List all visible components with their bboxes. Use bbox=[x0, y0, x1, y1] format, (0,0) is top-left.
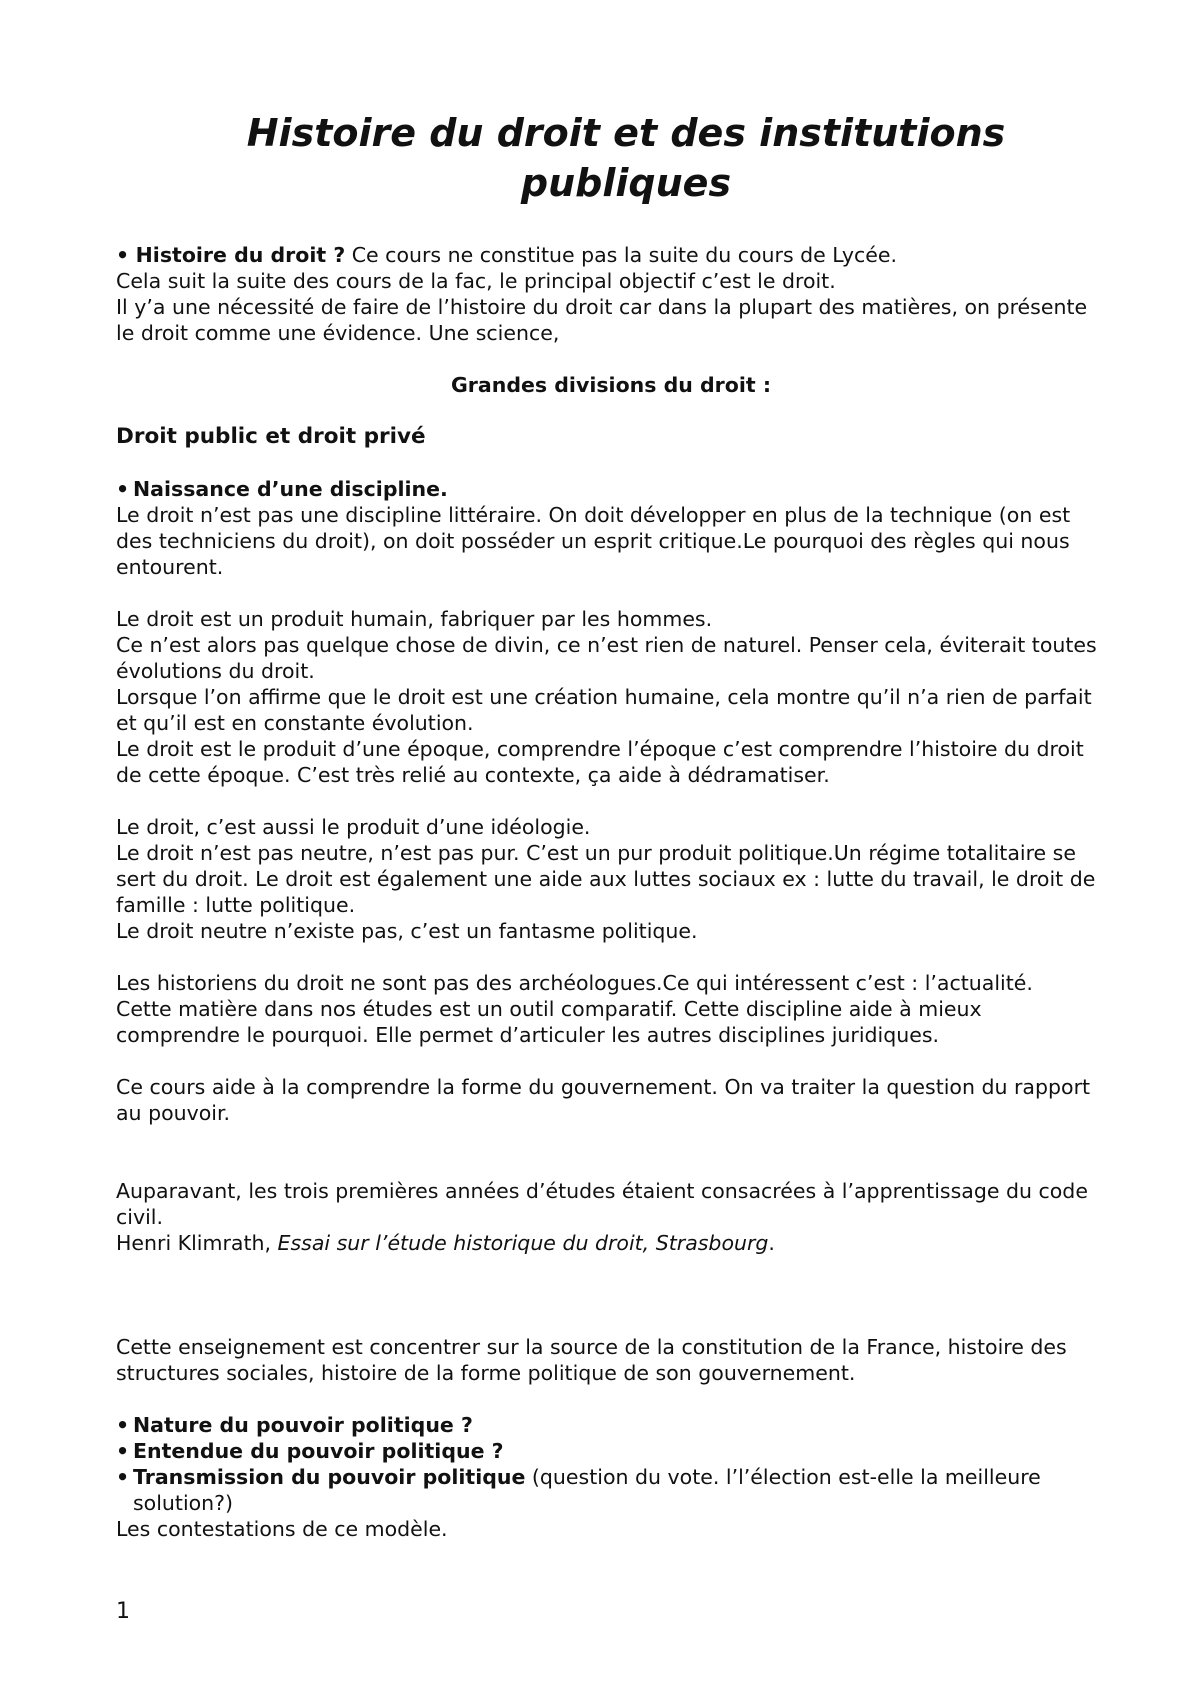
list-item-bold: Transmission du pouvoir politique bbox=[133, 1465, 526, 1489]
intro-paragraph bbox=[116, 242, 1106, 346]
list-item-text: (question du vote. l’l’élection est-elle la meilleure solution?) bbox=[133, 1465, 1041, 1515]
page-title: Histoire du droit et des institutions publiques bbox=[246, 111, 1006, 205]
paragraph-line: Le droit est un produit humain, fabriquer par les hommes. bbox=[116, 607, 713, 631]
citation-end: . bbox=[768, 1231, 775, 1255]
list-item bbox=[116, 1464, 1106, 1516]
naissance-paragraph: Le droit n’est pas une discipline littéraire. On doit développer en plus de la technique (on est des techniciens du droit), on doit posséder un esprit critique.Le pourquoi des règles qui nous entourent. bbox=[116, 503, 1071, 579]
intro-line-2: Cela suit la suite des cours de la fac, le principal objectif c’est le droit. bbox=[116, 269, 836, 293]
paragraph-enseignement: Cette enseignement est concentrer sur la source de la constitution de la France, histoire des structures sociales, histoire de la forme politique de son gouvernement. bbox=[116, 1335, 1067, 1385]
paragraph-auparavant bbox=[116, 1178, 1106, 1256]
page-number: 1 bbox=[116, 1599, 130, 1624]
citation-author: Henri Klimrath, bbox=[116, 1231, 278, 1255]
paragraph-line: Les historiens du droit ne sont pas des archéologues.Ce qui intéressent c’est : l’actualité. bbox=[116, 971, 1033, 995]
section-heading: Droit public et droit privé bbox=[116, 424, 426, 449]
list-item-bold: Nature du pouvoir politique ? bbox=[133, 1413, 473, 1437]
bullet-glyph: • bbox=[116, 1413, 130, 1437]
bullet-glyph: • bbox=[116, 243, 130, 267]
paragraph-line: Le droit n’est pas neutre, n’est pas pur. C’est un pur produit politique.Un régime totalitaire se sert du droit. Le droit est également une aide aux luttes sociaux ex : lutte du travail, le droit de famille : lutte politique. bbox=[116, 841, 1096, 917]
paragraph-line: Ce n’est alors pas quelque chose de divin, ce n’est rien de naturel. Penser cela, éviterait toutes évolutions du droit. bbox=[116, 633, 1097, 683]
list-item-bold: Entendue du pouvoir politique ? bbox=[133, 1439, 504, 1463]
bullet-glyph: • bbox=[116, 1465, 130, 1489]
naissance-heading bbox=[116, 476, 1106, 502]
list-item bbox=[116, 1438, 1106, 1464]
page-content bbox=[116, 108, 1106, 1542]
intro-bold: Histoire du droit ? bbox=[135, 243, 346, 267]
paragraph-ideologie bbox=[116, 814, 1106, 944]
divisions-heading: Grandes divisions du droit : bbox=[450, 373, 772, 397]
auparavant-line: Auparavant, les trois premières années d’études étaient consacrées à l’apprentissage du code civil. bbox=[116, 1179, 1088, 1229]
paragraph-line: Cette matière dans nos études est un outil comparatif. Cette discipline aide à mieux comprendre le pourquoi. Elle permet d’articuler les autres disciplines juridiques. bbox=[116, 997, 982, 1047]
paragraph-line: Le droit neutre n’existe pas, c’est un fantasme politique. bbox=[116, 919, 698, 943]
paragraph-gouvernement: Ce cours aide à la comprendre la forme du gouvernement. On va traiter la question du rapport au pouvoir. bbox=[116, 1075, 1091, 1125]
bullet-glyph: • bbox=[116, 477, 130, 501]
paragraph-line: Le droit est le produit d’une époque, comprendre l’époque c’est comprendre l’histoire du droit de cette époque. C’est très relié au contexte, ça aide à dédramatiser. bbox=[116, 737, 1084, 787]
list-item bbox=[116, 1412, 1106, 1438]
paragraph-line: Lorsque l’on affirme que le droit est une création humaine, cela montre qu’il n’a rien de parfait et qu’il est en constante évolution. bbox=[116, 685, 1092, 735]
paragraph-produit-humain bbox=[116, 606, 1106, 788]
closing-line: Les contestations de ce modèle. bbox=[116, 1517, 448, 1541]
paragraph-line: Le droit, c’est aussi le produit d’une idéologie. bbox=[116, 815, 591, 839]
citation-work: Essai sur l’étude historique du droit, Strasbourg bbox=[277, 1231, 769, 1255]
intro-text: Ce cours ne constitue pas la suite du cours de Lycée. bbox=[345, 243, 897, 267]
intro-line-3: Il y’a une nécessité de faire de l’histoire du droit car dans la plupart des matières, on présente le droit comme une évidence. Une science, bbox=[116, 295, 1088, 345]
bullet-list bbox=[116, 1412, 1106, 1516]
paragraph-historiens bbox=[116, 970, 1106, 1048]
naissance-heading-text: Naissance d’une discipline. bbox=[133, 477, 448, 501]
bullet-glyph: • bbox=[116, 1439, 130, 1463]
